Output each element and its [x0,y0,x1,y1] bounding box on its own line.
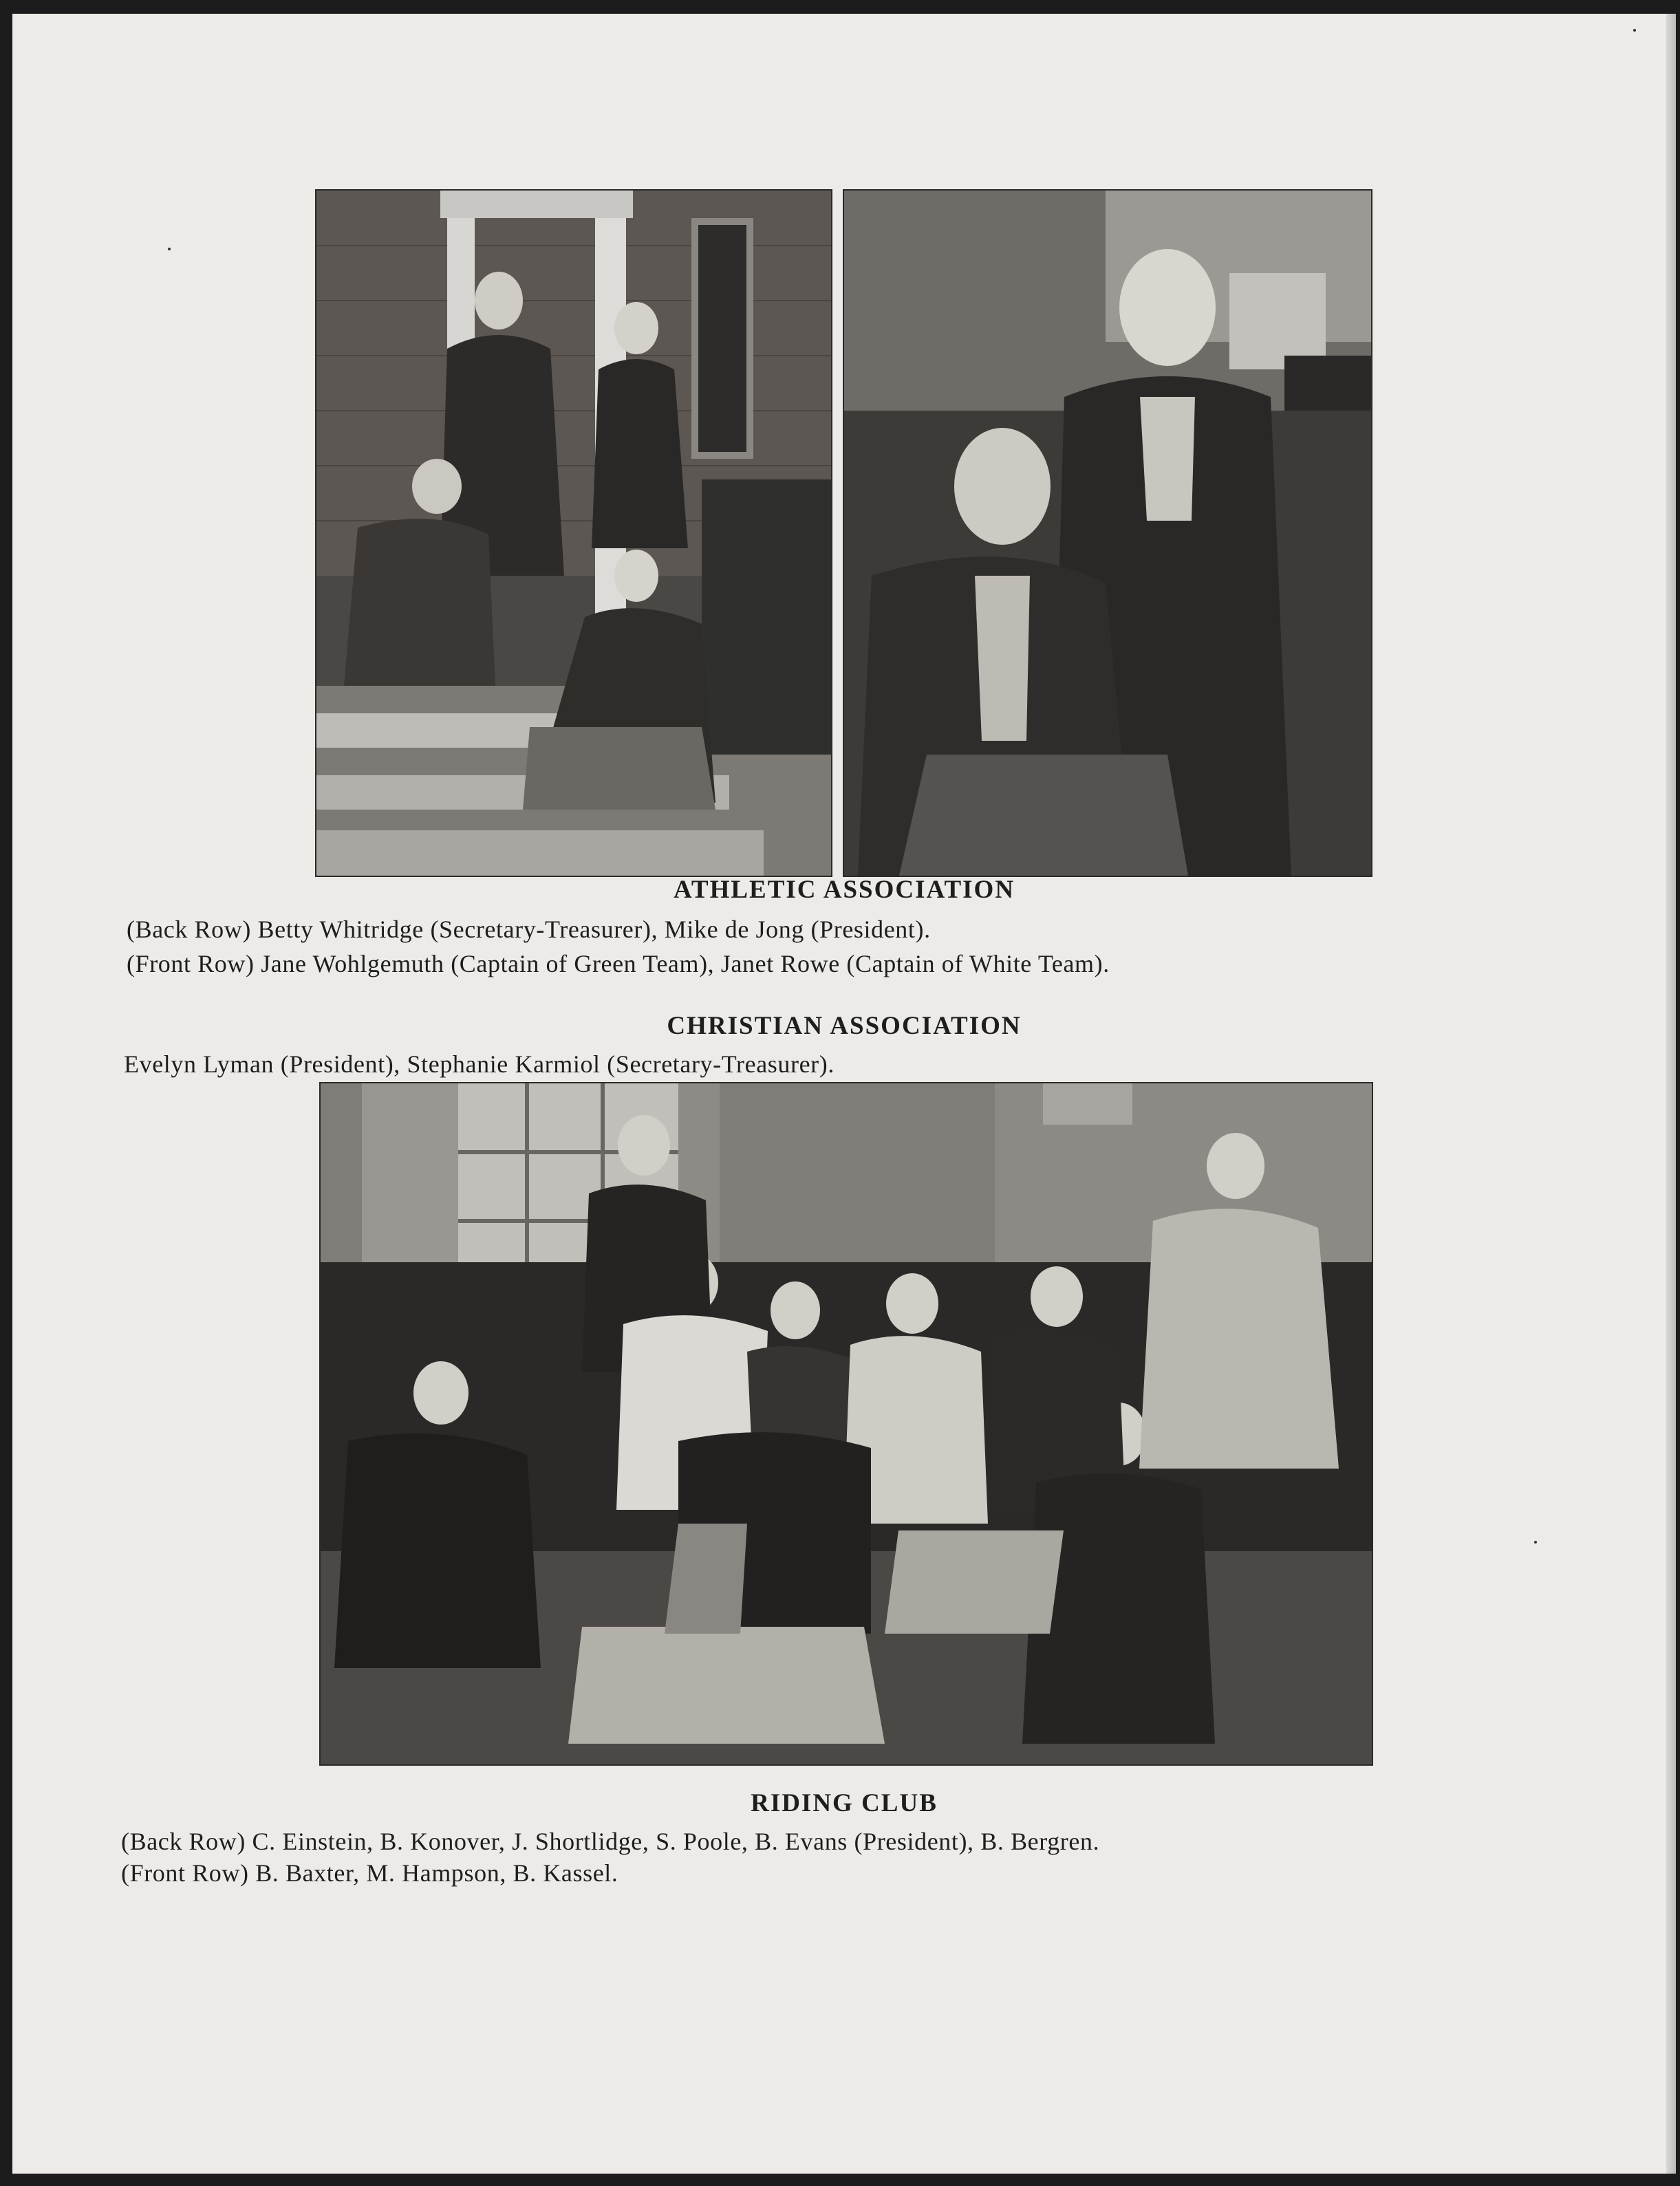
dust-speck [168,248,171,250]
christian-association-title: CHRISTIAN ASSOCIATION [667,1012,1022,1040]
christian-association-photo [843,189,1372,877]
dust-speck [1633,29,1636,32]
yearbook-page [12,14,1676,2174]
christian-members: Evelyn Lyman (President), Stephanie Karmiol (Secretary-Treasurer). [124,1050,834,1078]
riding-back-row: (Back Row) C. Einstein, B. Konover, J. Shortlidge, S. Poole, B. Evans (President), B. Bergren. [121,1828,1100,1855]
athletic-front-row: (Front Row) Jane Wohlgemuth (Captain of Green Team), Janet Rowe (Captain of White Team). [127,950,1110,977]
athletic-back-row: (Back Row) Betty Whitridge (Secretary-Treasurer), Mike de Jong (President). [127,916,931,943]
riding-club-title: RIDING CLUB [751,1789,938,1817]
athletic-association-title: ATHLETIC ASSOCIATION [673,876,1015,904]
page-edge-shadow [1666,14,1676,2174]
riding-front-row: (Front Row) B. Baxter, M. Hampson, B. Kassel. [121,1859,618,1887]
athletic-association-photo [315,189,832,877]
dust-speck [1534,1541,1537,1544]
riding-club-photo [319,1082,1373,1766]
